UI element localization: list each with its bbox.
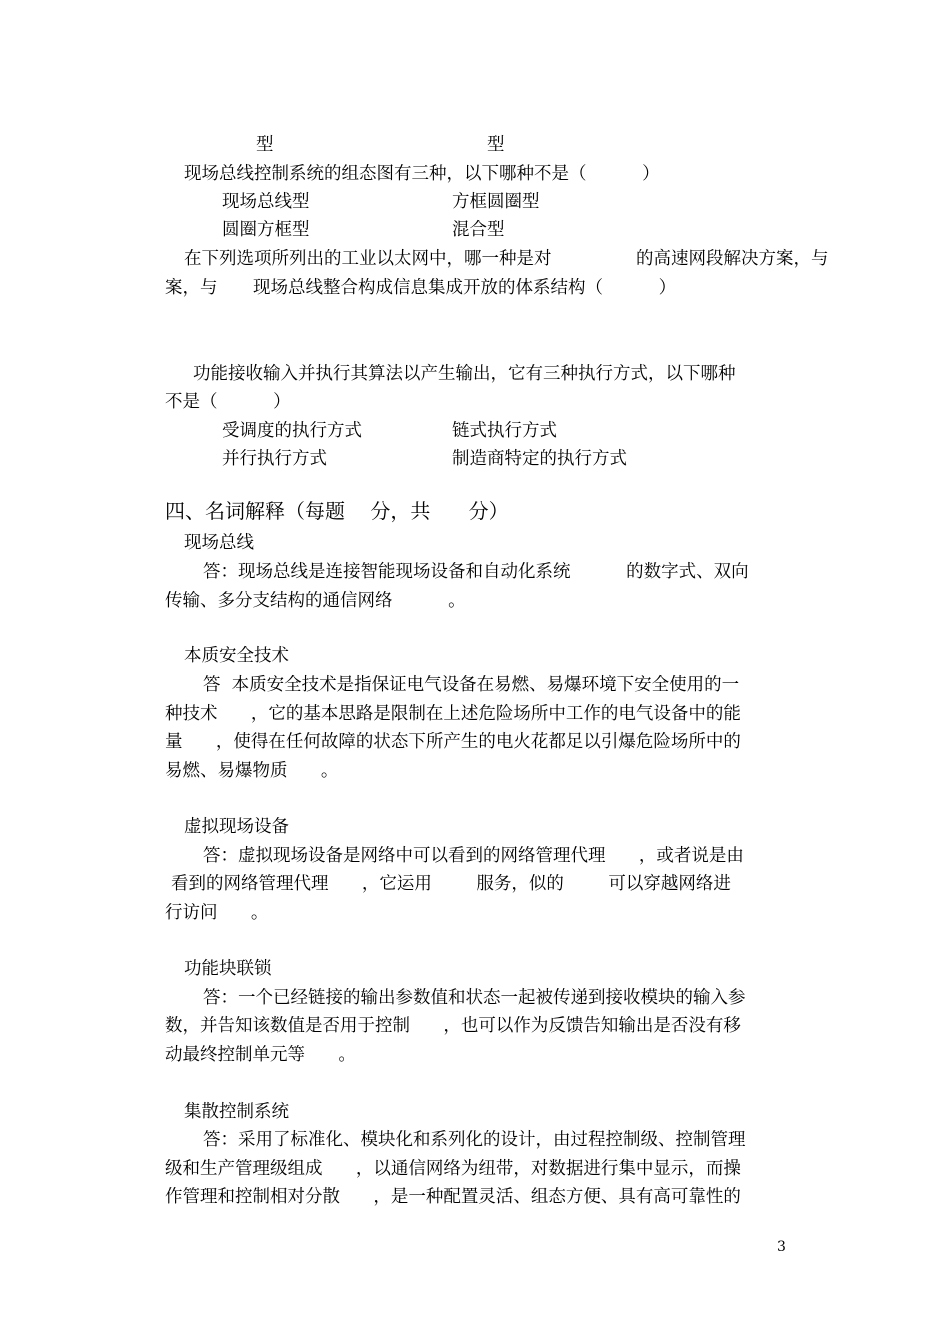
answer-line: 答：现场总线是连接智能现场设备和自动化系统 的数字式、双向 bbox=[203, 562, 749, 582]
option-d: 制造商特定的执行方式 bbox=[452, 449, 627, 469]
question-stem: 功能接收输入并执行其算法以产生输出，它有三种执行方式，以下哪种 bbox=[193, 364, 736, 384]
term-title: 集散控制系统 bbox=[184, 1102, 289, 1122]
answer-line: 动最终控制单元等 。 bbox=[165, 1045, 356, 1065]
option-b: 链式执行方式 bbox=[452, 421, 557, 441]
answer-line: 级和生产管理级组成 ，以通信网络为纽带，对数据进行集中显示，而操 bbox=[165, 1159, 741, 1179]
question-stem: 的高速网段解决方案，与 bbox=[636, 249, 829, 269]
answer-line: 数，并告知该数值是否用于控制 ，也可以作为反馈告知输出是否没有移 bbox=[165, 1016, 741, 1036]
question-stem: 现场总线控制系统的组态图有三种，以下哪种不是（ ） bbox=[184, 164, 660, 184]
term-title: 虚拟现场设备 bbox=[184, 817, 289, 837]
answer-line: 量 ，使得在任何故障的状态下所产生的电火花都足以引爆危险场所中的 bbox=[165, 732, 741, 752]
option-a: 现场总线型 bbox=[222, 192, 310, 212]
answer-line: 答：虚拟现场设备是网络中可以看到的网络管理代理 ，或者说是由 bbox=[203, 846, 744, 866]
option-d: 混合型 bbox=[452, 220, 505, 240]
answer-line: 作管理和控制相对分散 ，是一种配置灵活、组态方便、具有高可靠性的 bbox=[165, 1187, 741, 1207]
answer-line: 行访问 。 bbox=[165, 903, 269, 923]
term-title: 现场总线 bbox=[184, 533, 254, 553]
answer-line: 答：一个已经链接的输出参数值和状态一起被传递到接收模块的输入参 bbox=[203, 988, 746, 1008]
question-stem: 不是（ ） bbox=[165, 392, 291, 412]
fragment-text: 型 bbox=[256, 135, 274, 155]
section-heading: 四、名词解释（每题 分，共 分） bbox=[165, 499, 509, 523]
question-stem: 在下列选项所列出的工业以太网中，哪一种是对 bbox=[184, 249, 552, 269]
question-stem-line bbox=[165, 363, 787, 385]
option-c: 并行执行方式 bbox=[222, 449, 327, 469]
option-b: 方框圆圈型 bbox=[452, 192, 540, 212]
answer-line: 种技术 ，它的基本思路是限制在上述危险场所中工作的电气设备中的能 bbox=[165, 704, 741, 724]
question-stem: 现场总线整合构成信息集成开放的体系结构（ ） bbox=[253, 278, 677, 298]
page-number: 3 bbox=[777, 1239, 786, 1255]
answer-line: 答：采用了标准化、模块化和系列化的设计，由过程控制级、控制管理 bbox=[203, 1130, 746, 1150]
answer-line: 答 本质安全技术是指保证电气设备在易燃、易爆环境下安全使用的一 bbox=[203, 675, 740, 695]
answer-line: 易燃、易爆物质 。 bbox=[165, 761, 339, 781]
question-stem-prefix: 案，与 bbox=[165, 278, 218, 298]
term-title: 功能块联锁 bbox=[184, 959, 272, 979]
fragment-text: 型 bbox=[487, 135, 505, 155]
answer-line: 看到的网络管理代理 ，它运用 服务，似的 可以穿越网络进 bbox=[171, 874, 731, 894]
answer-line: 传输、多分支结构的通信网络 。 bbox=[165, 591, 466, 611]
option-a: 受调度的执行方式 bbox=[222, 421, 362, 441]
term-title: 本质安全技术 bbox=[184, 646, 289, 666]
option-c: 圆圈方框型 bbox=[222, 220, 310, 240]
